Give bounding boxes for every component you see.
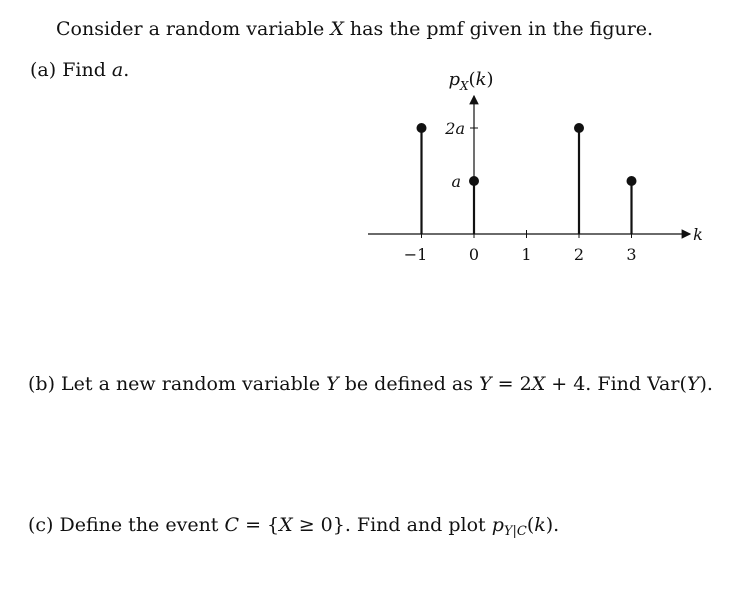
x-tick-label: 3 bbox=[626, 245, 637, 264]
intro-text-2: has the pmf given in the figure. bbox=[343, 18, 654, 40]
stem-marker bbox=[469, 176, 479, 186]
pmf-stem-plot bbox=[360, 60, 720, 275]
part-a bbox=[30, 58, 129, 82]
part-b-text-1: Let a new random variable bbox=[61, 373, 327, 395]
part-c-fn: p bbox=[491, 514, 504, 536]
y-axis-label: $p_X(k)$ bbox=[448, 69, 494, 93]
part-c-arg: k bbox=[534, 514, 546, 536]
part-b-eq-rest: = 2 bbox=[491, 373, 532, 395]
part-a-text: Find bbox=[62, 59, 112, 81]
x-axis-label: k bbox=[693, 225, 703, 244]
part-c bbox=[28, 513, 559, 544]
part-b-label: (b) bbox=[28, 373, 55, 395]
part-b-var-y2: Y bbox=[686, 373, 700, 395]
part-c-text-2: = { bbox=[239, 514, 280, 536]
x-tick-label: −1 bbox=[403, 245, 428, 264]
part-c-label: (c) bbox=[28, 514, 54, 536]
part-c-var-x: X bbox=[279, 514, 293, 536]
intro-var-x: X bbox=[330, 18, 344, 40]
plot-axes bbox=[368, 96, 690, 234]
part-a-label: (a) bbox=[30, 59, 57, 81]
part-c-text-3: ≥ 0}. Find and plot bbox=[292, 514, 492, 536]
part-b-var-y: Y bbox=[326, 373, 339, 395]
part-b-eq-tail: + 4. Find Var( bbox=[545, 373, 687, 395]
part-c-fn-sub: Y|C bbox=[503, 524, 527, 539]
x-tick-label: 2 bbox=[573, 245, 585, 264]
x-tick-label: 1 bbox=[521, 245, 532, 264]
intro-text-1: Consider a random variable bbox=[56, 18, 331, 40]
problem-intro bbox=[56, 17, 653, 41]
part-c-var-c: C bbox=[224, 514, 240, 536]
stem-group bbox=[417, 123, 637, 234]
y-tick-label-2a: 2a bbox=[445, 119, 465, 138]
x-tick-group bbox=[404, 230, 637, 264]
x-tick-label: 0 bbox=[468, 245, 480, 264]
part-c-text-1: Define the event bbox=[59, 514, 225, 536]
stem-marker bbox=[627, 176, 637, 186]
part-b-text-2: be defined as bbox=[338, 373, 480, 395]
part-a-end: . bbox=[123, 59, 130, 81]
y-tick-label-a: a bbox=[451, 172, 461, 191]
part-b-eq-x: X bbox=[531, 373, 546, 395]
part-a-var: a bbox=[111, 59, 124, 81]
part-b-end: ). bbox=[699, 373, 713, 395]
stem-marker bbox=[574, 123, 584, 133]
part-b bbox=[28, 372, 713, 396]
part-c-arg-open: ( bbox=[526, 514, 535, 536]
part-c-arg-close: ). bbox=[545, 514, 560, 536]
part-b-eq-lhs: Y bbox=[479, 373, 492, 395]
stem-marker bbox=[417, 123, 427, 133]
